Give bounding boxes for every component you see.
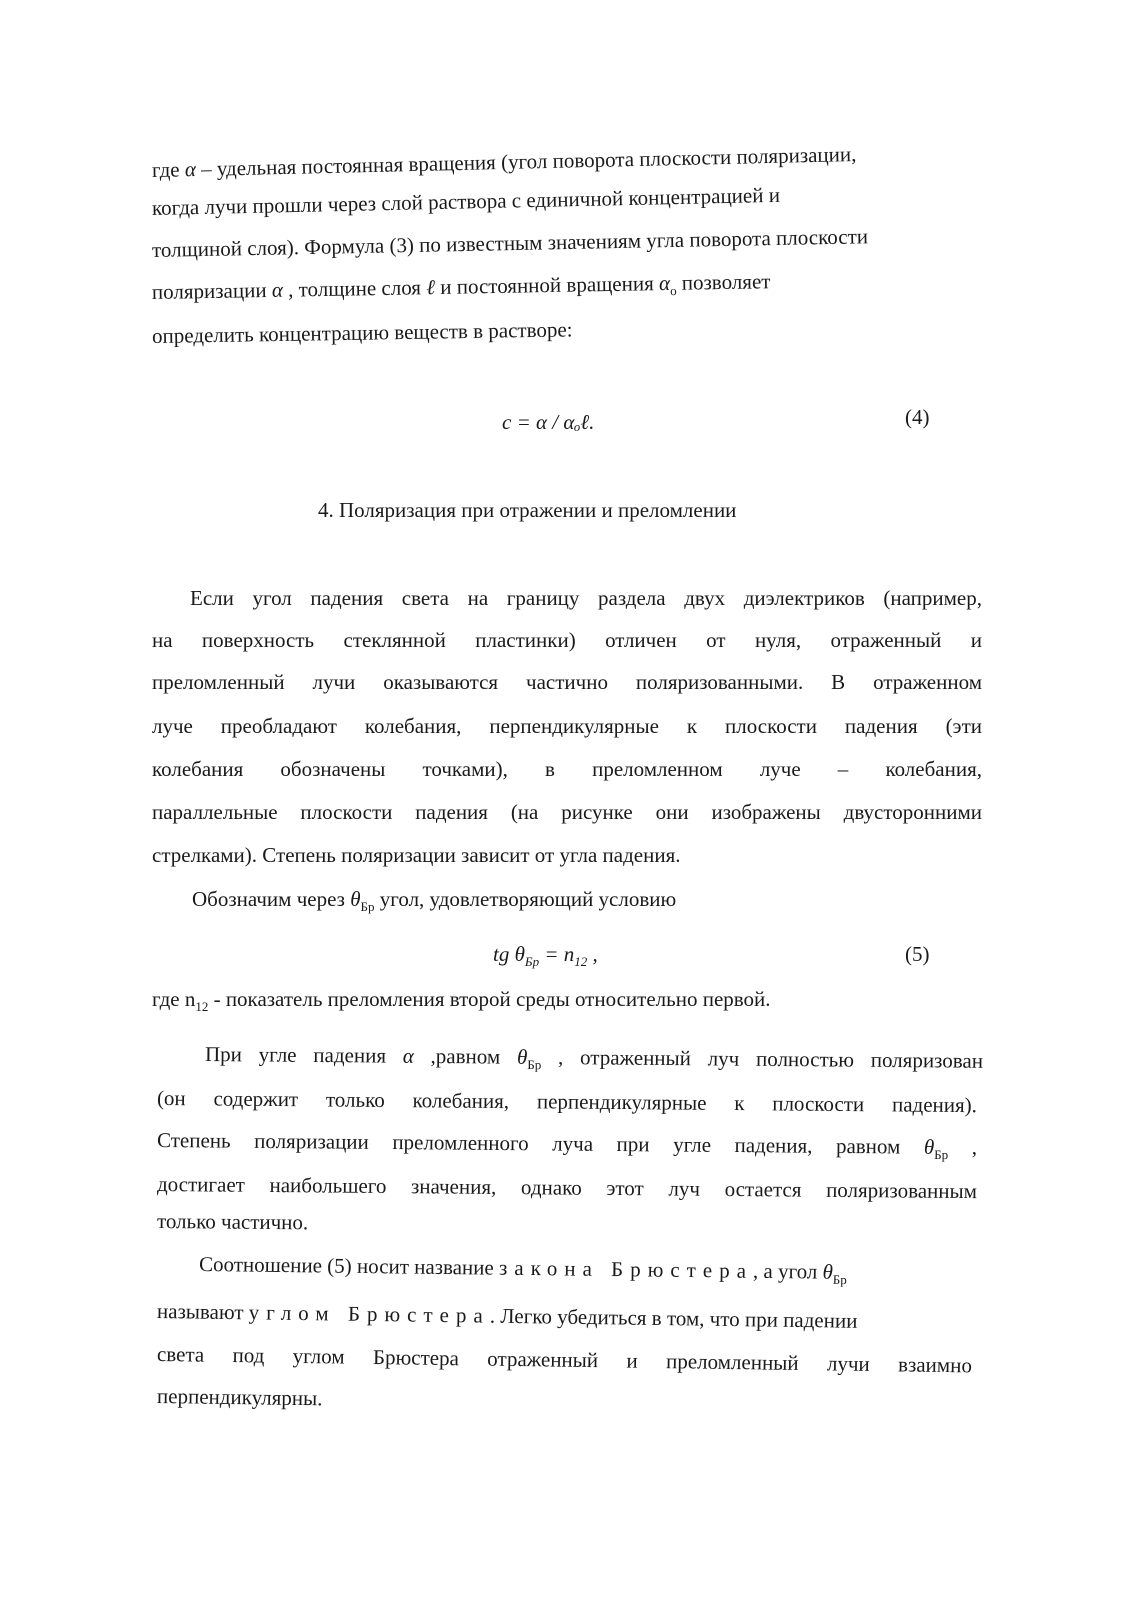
symbol-ell: ℓ bbox=[426, 275, 436, 300]
text-fragment: = n bbox=[539, 942, 575, 966]
text-fragment: позволяет bbox=[676, 269, 771, 295]
symbol-theta: θ bbox=[516, 1044, 528, 1069]
text-fragment: поляризации bbox=[151, 277, 273, 304]
text-fragment: Соотношение (5) носит название bbox=[198, 1252, 500, 1280]
text-line: перпендикулярны. bbox=[156, 1384, 323, 1411]
text-line: стрелками). Степень поляризации зависит от угла падения. bbox=[152, 843, 681, 867]
text-line bbox=[152, 264, 973, 314]
symbol-theta: θ bbox=[822, 1259, 834, 1284]
text-line bbox=[205, 1040, 983, 1083]
text-line: (он содержит только колебания, перпендикулярные к плоскости падения). bbox=[156, 1086, 978, 1118]
text-fragment: – удельная постоянная вращения (угол поворота плоскости поляризации, bbox=[195, 142, 857, 182]
subscript: 12 bbox=[574, 954, 588, 970]
text-line: преломленный лучи оказываются частично поляризованными. В отраженном bbox=[152, 670, 982, 694]
subscript: 12 bbox=[195, 999, 209, 1015]
symbol-theta: θ bbox=[923, 1134, 935, 1159]
text-fragment: , а угол bbox=[752, 1258, 823, 1284]
symbol-alpha: α bbox=[271, 277, 284, 302]
text-line: Если угол падения света на границу раздела двух диэлектриков (например, bbox=[190, 586, 982, 610]
text-fragment: Степень поляризации преломленного луча при угле падения, равном bbox=[156, 1128, 925, 1159]
text-fragment: ,равном bbox=[413, 1043, 518, 1069]
subscript: Бр bbox=[934, 1146, 949, 1163]
equation-number-5: (5) bbox=[905, 942, 930, 966]
text-line: достигает наибольшего значения, однако этот луч остается поляризованным bbox=[156, 1172, 978, 1204]
equation-5 bbox=[493, 940, 598, 976]
text-fragment: где bbox=[151, 157, 186, 182]
text-line bbox=[192, 885, 676, 921]
text-line: определить концентрацию веществ в растворе: bbox=[151, 317, 573, 348]
equation-4: c = α / αₒℓ. bbox=[502, 410, 595, 434]
text-fragment: угол, удовлетворяющий условию bbox=[374, 887, 677, 911]
text-fragment: , толщине слоя bbox=[282, 275, 427, 302]
subscript: Бр bbox=[524, 954, 540, 970]
text-fragment: Обозначим через bbox=[192, 887, 351, 911]
subscript: Бр bbox=[527, 1057, 542, 1073]
spaced-term: закона Брюстера bbox=[498, 1255, 754, 1283]
text-fragment: . Легко убедиться в том, что при падении bbox=[489, 1303, 858, 1333]
subscript: Бр bbox=[360, 899, 375, 915]
text-line: колебания обозначены точками), в преломленном луче – колебания, bbox=[152, 757, 982, 781]
section-heading: 4. Поляризация при отражении и преломлении bbox=[318, 498, 737, 522]
text-line: на поверхность стеклянной пластинки) отличен от нуля, отраженный и bbox=[152, 628, 982, 652]
text-line bbox=[152, 137, 972, 184]
equation-number-4: (4) bbox=[905, 405, 930, 429]
text-line: когда лучи прошли через слой раствора с единичной концентрацией и bbox=[151, 182, 781, 220]
text-fragment: При угле падения bbox=[204, 1042, 403, 1068]
spaced-term: углом Брюстера bbox=[248, 1300, 490, 1328]
text-line bbox=[157, 1126, 977, 1169]
text-line: только частично. bbox=[156, 1209, 309, 1235]
text-line: толщиной слоя). Формула (3) по известным значениям угла поворота плоскости bbox=[151, 224, 869, 262]
text-line: света под углом Брюстера отраженный и преломленный лучи взаимно bbox=[156, 1342, 973, 1378]
text-fragment: называют bbox=[156, 1299, 249, 1325]
text-fragment: где n bbox=[152, 987, 196, 1011]
text-line bbox=[152, 985, 771, 1021]
text-line: параллельные плоскости падения (на рисунке они изображены двусторонними bbox=[152, 800, 982, 824]
text-fragment: tg θ bbox=[493, 942, 525, 966]
text-fragment: , отраженный луч полностью поляризован bbox=[541, 1044, 984, 1073]
text-fragment: , bbox=[587, 942, 598, 966]
symbol-alpha: α bbox=[402, 1043, 414, 1068]
text-line bbox=[199, 1250, 974, 1296]
text-fragment: , bbox=[948, 1134, 978, 1160]
subscript: Бр bbox=[832, 1271, 847, 1288]
text-line bbox=[157, 1297, 975, 1336]
symbol-theta: θ bbox=[350, 887, 361, 911]
text-fragment: и постоянной вращения bbox=[434, 271, 660, 300]
symbol-alpha: α bbox=[184, 157, 197, 182]
text-fragment: - показатель преломления второй среды относительно первой. bbox=[208, 987, 771, 1011]
subscript: o bbox=[670, 283, 677, 299]
symbol-alpha: α bbox=[658, 270, 671, 296]
text-line: луче преобладают колебания, перпендикулярные к плоскости падения (эти bbox=[152, 714, 982, 738]
